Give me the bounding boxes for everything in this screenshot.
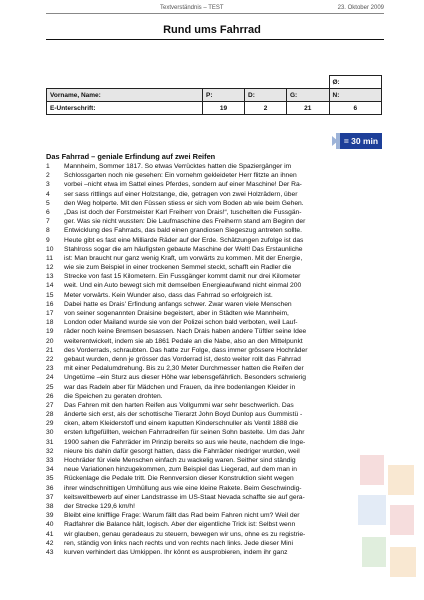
line-number: 17 [46,310,54,317]
line-text: Mannheim, Sommer 1817. So etwas Verrücktes hatten die Spaziergänger im [64,163,292,170]
text-line [46,502,386,511]
header-date: 23. Oktober 2009 [337,5,384,11]
line-text: neue Variationen hinzugekommen, zum Beispiel das Liegerad, auf dem man in [64,466,297,474]
line-text: änderte sich erst, als der schottische Tierarzt John Boyd Dunlop aus Gummistü - [64,411,303,419]
line-number: 22 [46,355,54,363]
text-line [46,355,386,364]
text-line [46,548,386,557]
line-text: Entwicklung des Fahrrads, das bald einen grandiosen Siegeszug antreten sollte. [64,227,302,235]
text-line [46,474,386,483]
line-number: 40 [46,521,54,529]
text-line [46,190,386,199]
line-text: Meter vorwärts. Kein Wunder also, dass das Fahrrad so erfolgreich ist. [64,291,273,299]
g-value: 21 [287,102,330,115]
line-text: des Vorderrads, schraubten. Das hatte zur Folge, dass immer grössere Hochräder [64,346,308,354]
p-value: 19 [203,102,245,115]
line-number: 11 [46,254,53,262]
line-number: 38 [46,502,54,510]
line-number: 34 [46,466,54,474]
line-number: 35 [46,475,54,483]
line-text: Strecke von fast 15 Kilometern. Ein Fussgänger kommt damit nur drei Kilometer [64,273,301,281]
line-text: ger. Was sie nicht wussten: Die Laufmaschine des Freiherrn stand am Beginn der [64,218,306,226]
line-number: 29 [46,420,54,428]
line-number: 42 [46,539,54,547]
line-number: 16 [46,300,54,308]
text-line [46,346,386,355]
g-label: G: [287,89,330,102]
line-text: ser sass rittlings auf einer Holzstange, die, getragen von zwei Holzrädern, über [64,190,298,198]
text-line [46,493,386,502]
n-label: N: [329,89,382,102]
signature-field[interactable]: E-Unterschrift: [47,102,203,115]
text-line [46,236,386,245]
line-number: 12 [46,264,54,272]
line-text: wie sie zum Beispiel in einer trockenen Semmel steckt, schafft ein Radler die [64,264,292,272]
line-number: 19 [46,328,54,336]
line-number: 6 [46,208,50,216]
line-number: 43 [46,548,54,556]
line-number: 28 [46,411,54,419]
line-text: war das Radeln aber für Mädchen und Frauen, da ihre bodenlangen Kleider in [64,383,296,391]
line-text: den Weg holperte. Mit den Füssen stiess er sich vom Boden ab wie beim Gehen. [64,199,304,207]
line-text: Heute gibt es fast eine Milliarde Räder auf der Erde. Schätzungen zufolge ist das [64,236,304,244]
line-text: Ungetüme –ein Sturz aus dieser Höhe war lebensgefährlich. Besonders schwierig [64,374,306,382]
line-number: 2 [46,172,50,180]
line-text: London oder Mailand wurde sie von der Polizei schon bald verboten, weil Lauf- [64,319,298,327]
reading-text [46,162,386,557]
text-line [46,465,386,474]
signature-row [47,102,382,115]
line-number: 14 [46,282,54,290]
line-number: 24 [46,374,54,382]
line-text: Stahlross sogar die am häufigsten gebaute Maschine der Welt! Das Erstaunliche [64,245,303,253]
line-text: räder noch keine Bremsen besassen. Nach Drais haben andere Tüftler seine Idee [64,328,307,336]
line-text: Bleibt eine knifflige Frage: Warum fällt das Rad beim Fahren nicht um? Weil der [64,512,300,520]
text-line [46,428,386,437]
text-line [46,410,386,419]
line-text: wir glauben, genau geradeaus zu steuern, bewegen wir uns, ohne es zu registrie- [64,530,306,538]
text-line [46,318,386,327]
text-line [46,291,386,300]
line-number: 39 [46,512,54,520]
text-line [46,520,386,529]
watermark-logo [358,455,418,590]
text-line [46,438,386,447]
text-line [46,162,386,171]
line-number: 3 [46,181,50,189]
line-number: 15 [46,291,54,299]
line-number: 4 [46,190,50,198]
line-text: Hochräder für viele Menschen einfach zu wackelig waren. Seither sind ständig [64,457,296,464]
line-text: ersten luftgefüllten, weichen Fahrradreifen für seinen Sohn bastelte. Um das Jahr [64,429,305,437]
line-text: ihrer windschnittigen Umhüllung aus wie eine kleine Rakete. Beim Geschwindig- [64,484,302,492]
text-line [46,254,386,263]
header-subject: Textverständnis – TEST [160,5,224,11]
line-number: 30 [46,429,54,437]
line-number: 9 [46,236,50,244]
line-text: „Das ist doch der Forstmeister Karl Freiherr von Drais!“, tuschelten die Fussgän- [64,208,302,216]
n-value: 6 [329,102,382,115]
line-number: 21 [46,346,54,354]
line-number: 32 [46,447,54,455]
line-text: der Strecke 129,6 km/h! [64,502,135,510]
line-text: Schlossgarten noch nie gesehen: Ein vornehm gekleideter Herr flitzte an ihnen [64,172,297,180]
text-line [46,530,386,539]
text-line [46,263,386,272]
line-text: kurven verhindert das Umkippen. Ihr könnt es ausprobieren, indem ihr ganz [64,548,288,556]
line-text: weiterentwickelt, indem sie ab 1861 Pedale an die Nabe, also an den Mittelpunkt [64,337,303,345]
text-line [46,300,386,309]
average-row [47,76,382,89]
line-number: 18 [46,319,54,327]
text-line [46,401,386,410]
text-line [46,226,386,235]
line-text: die Speichen zu geraten drohten. [64,392,163,400]
line-number: 23 [46,365,54,373]
average-field[interactable]: Ø: [329,76,382,89]
text-line [46,419,386,428]
text-line [46,281,386,290]
line-text: 1900 sahen die Fahrräder im Prinzip bereits so aus wie heute, nachdem die Inge- [64,438,306,446]
line-number: 27 [46,401,54,409]
arrow-icon [332,136,338,146]
text-line [46,539,386,548]
text-line [46,171,386,180]
page-title: Rund ums Fahrrad [163,24,261,36]
student-info-table [46,75,382,115]
text-line [46,484,386,493]
line-number: 25 [46,383,54,391]
d-value: 2 [245,102,287,115]
title-divider [46,39,384,40]
line-number: 10 [46,245,54,253]
line-text: weit. Und ein Auto bewegt sich mit demselben Energieaufwand nicht einmal 200 [64,282,302,290]
text-line [46,373,386,382]
text-line [46,364,386,373]
text-line [46,447,386,456]
text-heading: Das Fahrrad – geniale Erfindung auf zwei Reifen [46,152,216,161]
line-text: mit einer Pedalumdrehung. Bis zu 2,30 Meter Durchmesser hatten die Reifen der [64,365,304,373]
line-text: nieure bis dahin dafür gesorgt hatten, dass die Fahrräder niedriger wurden, weil [64,447,300,455]
text-line [46,337,386,346]
line-number: 37 [46,493,54,501]
text-line [46,383,386,392]
line-number: 20 [46,337,54,345]
text-line [46,199,386,208]
line-number: 8 [46,227,50,235]
text-line [46,327,386,336]
line-text: von seiner sogenannten Draisine begeistert, aber in Städten wie Mannheim, [64,310,289,317]
line-text: cken, altem Kleiderstoff und einem kaputten Kinderschnuller als Ventil 1888 die [64,420,299,428]
line-number: 36 [46,484,54,492]
line-number: 33 [46,457,54,464]
time-badge: = 30 min [340,133,382,149]
d-label: D: [245,89,287,102]
line-text: vorbei –nicht etwa im Sattel eines Pferdes, sondern auf einer Maschine! Der Ra- [64,181,302,189]
text-line [46,208,386,217]
text-line [46,180,386,189]
line-text: Rückenlage die Pedale tritt. Die Rennversion dieser Konstruktion sieht wegen [64,475,294,483]
name-field[interactable]: Vorname, Name: [47,89,203,102]
header-divider [46,13,384,14]
line-number: 26 [46,392,54,400]
line-text: ist: Man braucht nur ganz wenig Kraft, um vorwärts zu kommen. Mit der Energie, [64,254,303,262]
text-line [46,245,386,254]
text-line [46,456,386,465]
text-line [46,392,386,401]
line-number: 1 [46,163,50,170]
text-line [46,272,386,281]
line-text: Das Fahren mit den harten Reifen aus Vollgummi war sehr beschwerlich. Das [64,401,294,409]
text-line [46,309,386,318]
line-number: 13 [46,273,54,281]
line-number: 7 [46,218,50,226]
name-row [47,89,382,102]
line-text: Dabei hatte es Drais' Erfindung anfangs schwer. Zwar waren viele Menschen [64,300,292,308]
line-number: 5 [46,199,50,207]
text-line [46,511,386,520]
line-text: Radfahrer die Balance hält, logisch. Aber der eigentliche Trick ist: Selbst wenn [64,521,296,529]
line-number: 31 [46,438,54,446]
line-text: ren, ständig von links nach rechts und von rechts nach links. Jede dieser Mini [64,539,293,547]
p-label: P: [203,89,245,102]
line-number: 41 [46,530,54,538]
line-text: gebaut wurden, denn je grösser das Vorderrad ist, desto weiter rollt das Fahrrad [64,355,301,363]
text-line [46,217,386,226]
line-text: keitsweltbewerb auf einer Landstrasse im US-Staat Nevada schaffte sie auf gera- [64,493,305,501]
